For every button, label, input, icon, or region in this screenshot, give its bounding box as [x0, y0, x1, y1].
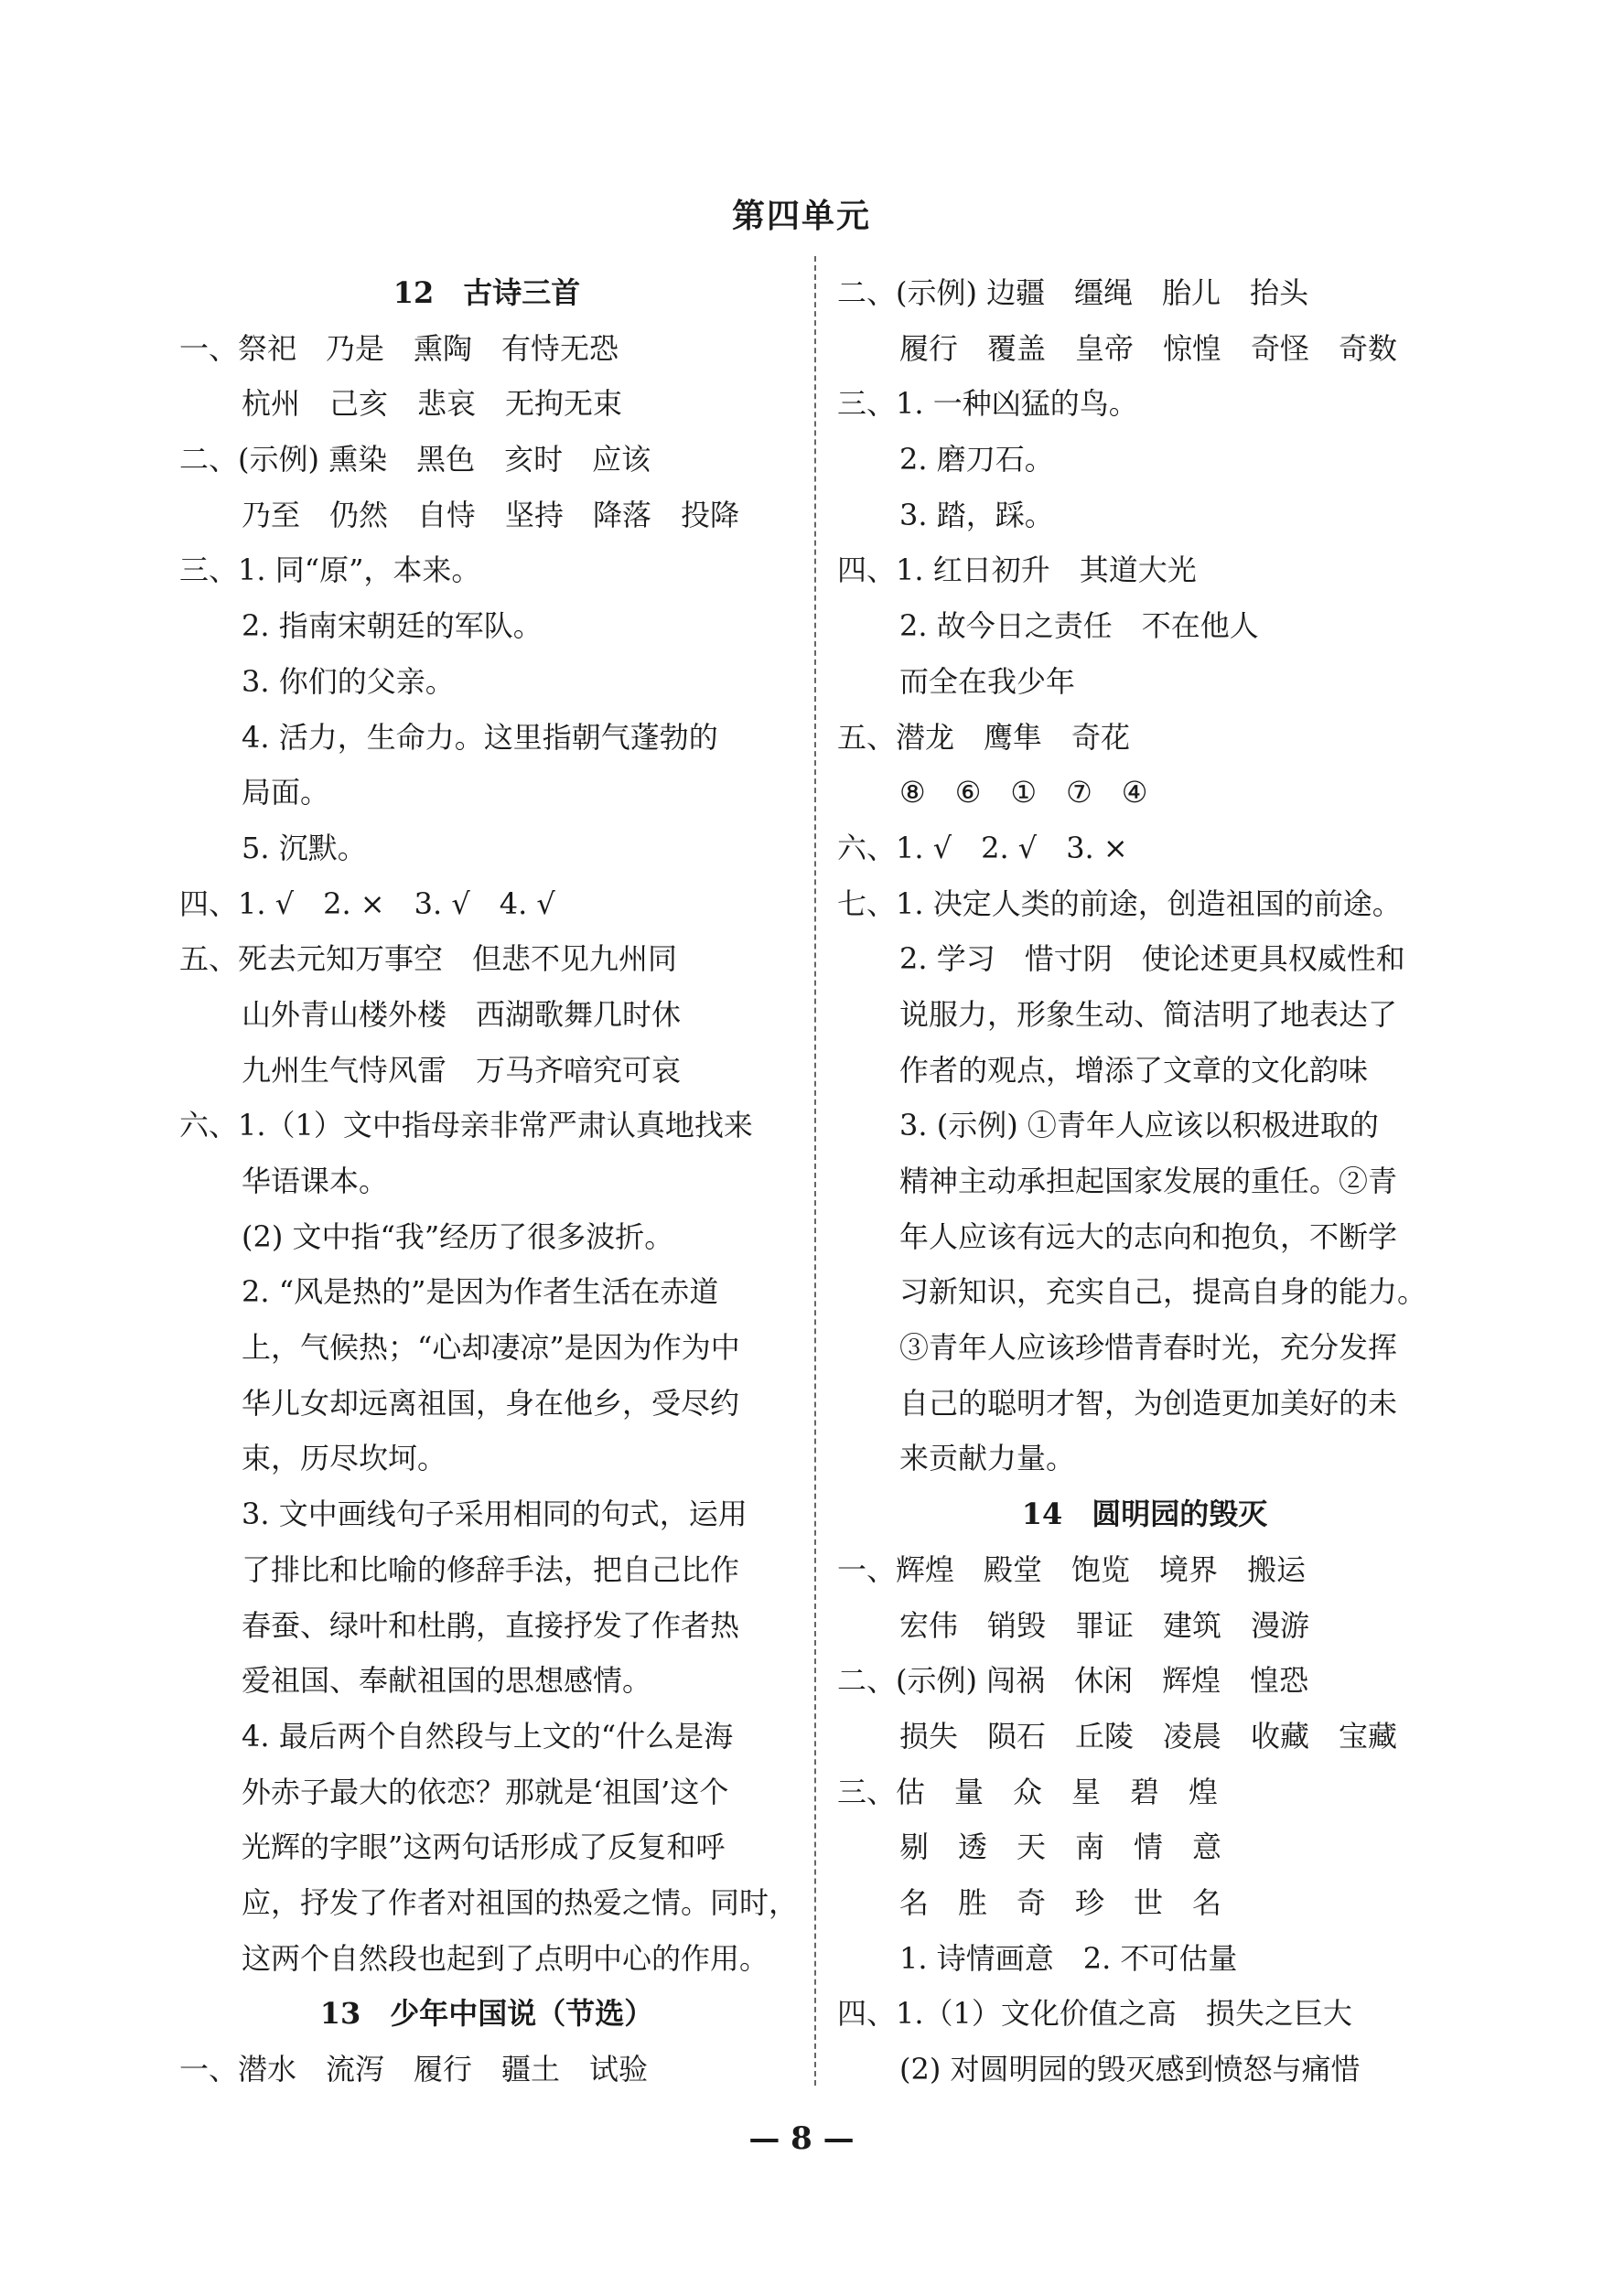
answer-line: 上，气候热；“心却凄凉”是因为作为中: [242, 1330, 740, 1366]
answer-line: 四、1.（1）文化价值之高 损失之巨大: [837, 1996, 1352, 2032]
page-number: — 8 —: [748, 2120, 855, 2157]
column-divider: [814, 256, 816, 2086]
section-title: 14 圆明园的毁灭: [1021, 1497, 1268, 1532]
answer-line: 二、(示例) 闯祸 休闲 辉煌 惶恐: [837, 1663, 1309, 1699]
answer-line: 精神主动承担起国家发展的重任。②青: [899, 1164, 1398, 1198]
answer-line: 三、估 量 众 星 碧 煌: [837, 1774, 1219, 1809]
answer-line: 宏伟 销毁 罪证 建筑 漫游: [899, 1607, 1310, 1643]
answer-line: 局面。: [242, 775, 330, 810]
answer-line: 剔 透 天 南 情 意: [899, 1829, 1222, 1865]
answer-line: 4. 最后两个自然段与上文的“什么是海: [242, 1718, 734, 1754]
answer-line: (2) 文中指“我”经历了很多波折。: [242, 1218, 674, 1254]
answer-line: 2. “风是热的”是因为作者生活在赤道: [242, 1274, 719, 1310]
answer-line: 说服力，形象生动、简洁明了地表达了: [899, 996, 1398, 1032]
answer-line: ③青年人应该珍惜青春时光，充分发挥: [899, 1330, 1398, 1366]
answer-line: 六、1.（1）文中指母亲非常严肃认真地找来: [179, 1108, 753, 1143]
answer-line: 作者的观点，增添了文章的文化韵味: [899, 1052, 1369, 1088]
answer-line: 一、辉煌 殿堂 饱览 境界 搬运: [837, 1551, 1307, 1587]
answer-line: 3. 文中画线句子采用相同的句式，运用: [242, 1497, 748, 1532]
answer-line: 爱祖国、奉献祖国的思想感情。: [242, 1663, 652, 1699]
answer-line: 而全在我少年: [899, 663, 1076, 699]
answer-line: 2. 故今日之责任 不在他人: [899, 608, 1259, 644]
answer-line: 五、死去元知万事空 但悲不见九州同: [179, 941, 678, 977]
answer-line: 六、1. √ 2. √ 3. ×: [837, 830, 1128, 865]
answer-line: 二、(示例) 边疆 缰绳 胎儿 抬头: [837, 275, 1309, 310]
answer-line: 名 胜 奇 珍 世 名: [899, 1884, 1222, 1920]
answer-line: ⑧ ⑥ ① ⑦ ④: [899, 775, 1148, 810]
answer-line: 3. (示例) ①青年人应该以积极进取的: [899, 1108, 1379, 1143]
answer-line: 外赤子最大的依恋？那就是‘祖国’这个: [242, 1774, 729, 1809]
answer-line: 杭州 己亥 悲哀 无拘无束: [242, 386, 623, 422]
answer-line: 1. 诗情画意 2. 不可估量: [899, 1940, 1238, 1976]
answer-line: 四、1. 红日初升 其道大光: [837, 553, 1197, 588]
answer-line: 4. 活力，生命力。这里指朝气蓬勃的: [242, 719, 718, 755]
answer-line: 自己的聪明才智，为创造更加美好的未: [899, 1385, 1398, 1421]
answer-line: 2. 指南宋朝廷的军队。: [242, 608, 543, 644]
answer-line: 来贡献力量。: [899, 1441, 1076, 1476]
section-title: 13 少年中国说（节选）: [319, 1996, 654, 2032]
answer-line: 年人应该有远大的志向和抱负，不断学: [899, 1218, 1398, 1254]
answer-line: 华语课本。: [242, 1164, 389, 1198]
answer-line: 九州生气恃风雷 万马齐喑究可哀: [242, 1052, 682, 1088]
answer-line: 光辉的字眼”这两句话形成了反复和呼: [242, 1829, 726, 1865]
answer-line: 三、1. 一种凶猛的鸟。: [837, 386, 1138, 422]
left-column: [179, 265, 799, 2098]
answer-line: 四、1. √ 2. × 3. √ 4. √: [179, 885, 555, 921]
answer-line: 华儿女却远离祖国，身在他乡，受尽约: [242, 1385, 740, 1421]
answer-line: 2. 磨刀石。: [899, 442, 1054, 477]
answer-line: 一、祭祀 乃是 熏陶 有恃无恐: [179, 330, 619, 366]
answer-line: 五、潜龙 鹰隼 奇花: [837, 719, 1131, 755]
answer-line: 了排比和比喻的修辞手法，把自己比作: [242, 1551, 740, 1587]
answer-line: 乃至 仍然 自恃 坚持 降落 投降: [242, 497, 740, 532]
answer-line: 这两个自然段也起到了点明中心的作用。: [242, 1940, 769, 1976]
answer-line: 三、1. 同“原”，本来。: [179, 553, 481, 588]
answer-line: 3. 踏，踩。: [899, 497, 1054, 532]
answer-line: (2) 对圆明园的毁灭感到愤怒与痛惜: [899, 2052, 1361, 2087]
answer-line: 履行 覆盖 皇帝 惊惶 奇怪 奇数: [899, 330, 1398, 366]
answer-line: 春蚕、绿叶和杜鹃，直接抒发了作者热: [242, 1607, 740, 1643]
answer-line: 二、(示例) 熏染 黑色 亥时 应该: [179, 442, 651, 477]
unit-title: 第四单元: [731, 197, 871, 235]
answer-line: 束，历尽坎坷。: [242, 1441, 447, 1476]
answer-line: 损失 陨石 丘陵 凌晨 收藏 宝藏: [899, 1718, 1398, 1754]
answer-line: 5. 沉默。: [242, 830, 367, 865]
section-title: 12 古诗三首: [393, 275, 581, 310]
answer-line: 山外青山楼外楼 西湖歌舞几时休: [242, 996, 682, 1032]
answer-line: 2. 学习 惜寸阴 使论述更具权威性和: [899, 941, 1405, 977]
right-column: [837, 265, 1452, 2098]
answer-line: 一、潜水 流泻 履行 疆土 试验: [179, 2052, 649, 2087]
answer-line: 习新知识，充实自己，提高自身的能力。: [899, 1274, 1427, 1310]
answer-line: 应，抒发了作者对祖国的热爱之情。同时，: [242, 1884, 799, 1920]
answer-line: 七、1. 决定人类的前途，创造祖国的前途。: [837, 885, 1402, 921]
answer-line: 3. 你们的父亲。: [242, 663, 455, 699]
